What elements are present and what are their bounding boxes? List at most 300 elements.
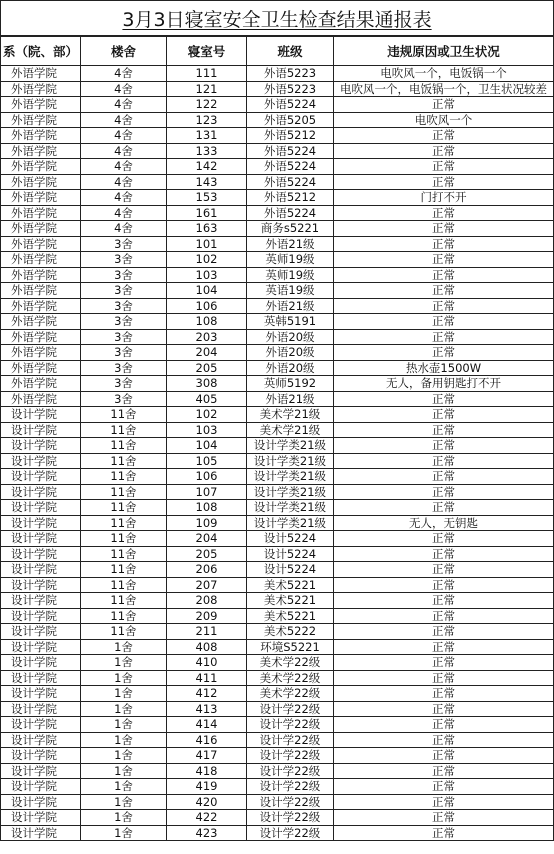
cell-room: 101 (167, 236, 247, 252)
cell-class: 英语19级 (247, 283, 334, 299)
cell-class: 设计学22级 (247, 701, 334, 717)
cell-building: 4舍 (81, 66, 167, 82)
table-row (1, 236, 554, 252)
cell-building: 11舍 (81, 562, 167, 578)
cell-department: 外语学院 (1, 174, 81, 190)
cell-status: 正常 (334, 469, 554, 485)
cell-building: 3舍 (81, 329, 167, 345)
cell-class: 外语20级 (247, 345, 334, 361)
cell-department: 设计学院 (1, 438, 81, 454)
cell-room: 107 (167, 484, 247, 500)
cell-building: 4舍 (81, 143, 167, 159)
cell-room: 211 (167, 624, 247, 640)
cell-status: 正常 (334, 453, 554, 469)
cell-building: 4舍 (81, 205, 167, 221)
cell-class: 美术学22级 (247, 655, 334, 671)
cell-department: 设计学院 (1, 453, 81, 469)
table-row (1, 407, 554, 423)
cell-room: 405 (167, 391, 247, 407)
cell-status: 门打不开 (334, 190, 554, 206)
cell-department: 外语学院 (1, 267, 81, 283)
table-row (1, 546, 554, 562)
cell-room: 408 (167, 639, 247, 655)
cell-department: 外语学院 (1, 81, 81, 97)
table-row (1, 639, 554, 655)
cell-room: 103 (167, 422, 247, 438)
table-row (1, 81, 554, 97)
cell-class: 外语5205 (247, 112, 334, 128)
cell-status: 正常 (334, 329, 554, 345)
cell-class: 外语5224 (247, 205, 334, 221)
cell-room: 142 (167, 159, 247, 175)
table-row (1, 205, 554, 221)
cell-class: 美术学22级 (247, 686, 334, 702)
cell-room: 204 (167, 345, 247, 361)
cell-status: 正常 (334, 810, 554, 826)
cell-status: 正常 (334, 128, 554, 144)
cell-class: 外语21级 (247, 236, 334, 252)
cell-department: 外语学院 (1, 159, 81, 175)
cell-status: 正常 (334, 407, 554, 423)
cell-status: 正常 (334, 205, 554, 221)
cell-status: 正常 (334, 670, 554, 686)
cell-building: 1舍 (81, 670, 167, 686)
cell-class: 设计学22级 (247, 825, 334, 841)
cell-building: 1舍 (81, 655, 167, 671)
table-row (1, 438, 554, 454)
cell-building: 11舍 (81, 546, 167, 562)
cell-building: 4舍 (81, 190, 167, 206)
cell-class: 外语20级 (247, 329, 334, 345)
cell-status: 电吹风一个 (334, 112, 554, 128)
cell-class: 外语5224 (247, 159, 334, 175)
cell-building: 1舍 (81, 748, 167, 764)
cell-room: 411 (167, 670, 247, 686)
cell-class: 外语21级 (247, 298, 334, 314)
cell-building: 3舍 (81, 283, 167, 299)
cell-building: 11舍 (81, 438, 167, 454)
cell-department: 设计学院 (1, 763, 81, 779)
table-row (1, 345, 554, 361)
cell-class: 外语20级 (247, 360, 334, 376)
cell-status: 正常 (334, 314, 554, 330)
cell-building: 1舍 (81, 686, 167, 702)
cell-class: 英师5192 (247, 376, 334, 392)
table-row (1, 624, 554, 640)
table-body (1, 66, 554, 841)
cell-department: 设计学院 (1, 670, 81, 686)
table-row (1, 717, 554, 733)
cell-status: 正常 (334, 562, 554, 578)
cell-class: 设计5224 (247, 546, 334, 562)
cell-room: 161 (167, 205, 247, 221)
cell-department: 设计学院 (1, 546, 81, 562)
cell-status: 正常 (334, 639, 554, 655)
cell-building: 3舍 (81, 314, 167, 330)
cell-class: 英师19级 (247, 267, 334, 283)
table-row (1, 143, 554, 159)
cell-class: 设计学22级 (247, 779, 334, 795)
cell-status: 电吹风一个，电饭锅一个 (334, 66, 554, 82)
cell-building: 1舍 (81, 717, 167, 733)
table-row (1, 66, 554, 82)
cell-building: 4舍 (81, 221, 167, 237)
cell-class: 美术5222 (247, 624, 334, 640)
cell-room: 121 (167, 81, 247, 97)
page-title-cell (1, 1, 554, 37)
cell-room: 109 (167, 515, 247, 531)
cell-status: 正常 (334, 438, 554, 454)
cell-room: 123 (167, 112, 247, 128)
table-row (1, 298, 554, 314)
cell-room: 102 (167, 407, 247, 423)
table-row (1, 515, 554, 531)
cell-class: 设计5224 (247, 531, 334, 547)
cell-building: 3舍 (81, 391, 167, 407)
cell-room: 208 (167, 593, 247, 609)
cell-building: 4舍 (81, 128, 167, 144)
table-row (1, 267, 554, 283)
cell-status: 正常 (334, 221, 554, 237)
cell-department: 外语学院 (1, 345, 81, 361)
cell-building: 4舍 (81, 174, 167, 190)
table-row (1, 825, 554, 841)
cell-department: 设计学院 (1, 500, 81, 516)
cell-department: 设计学院 (1, 655, 81, 671)
cell-building: 3舍 (81, 252, 167, 268)
cell-department: 外语学院 (1, 190, 81, 206)
cell-room: 103 (167, 267, 247, 283)
table-row (1, 453, 554, 469)
cell-room: 206 (167, 562, 247, 578)
table-row (1, 701, 554, 717)
cell-building: 11舍 (81, 422, 167, 438)
cell-department: 外语学院 (1, 128, 81, 144)
cell-status: 正常 (334, 97, 554, 113)
cell-status: 正常 (334, 298, 554, 314)
cell-status: 正常 (334, 763, 554, 779)
cell-building: 11舍 (81, 453, 167, 469)
cell-class: 设计学类21级 (247, 469, 334, 485)
cell-class: 设计学22级 (247, 732, 334, 748)
cell-class: 设计学类21级 (247, 484, 334, 500)
cell-department: 设计学院 (1, 624, 81, 640)
cell-status: 正常 (334, 655, 554, 671)
cell-room: 106 (167, 298, 247, 314)
cell-department: 外语学院 (1, 314, 81, 330)
cell-room: 105 (167, 453, 247, 469)
cell-class: 外语5224 (247, 174, 334, 190)
cell-status: 正常 (334, 422, 554, 438)
cell-building: 1舍 (81, 825, 167, 841)
cell-class: 外语5223 (247, 81, 334, 97)
cell-department: 设计学院 (1, 810, 81, 826)
cell-building: 11舍 (81, 608, 167, 624)
header-room: 寝室号 (167, 36, 247, 66)
page-title: 3月3日寝室安全卫生检查结果通报表 (122, 8, 432, 31)
cell-building: 11舍 (81, 484, 167, 500)
cell-status: 正常 (334, 779, 554, 795)
table-row (1, 469, 554, 485)
header-class: 班级 (247, 36, 334, 66)
cell-building: 3舍 (81, 360, 167, 376)
cell-building: 11舍 (81, 500, 167, 516)
cell-status: 正常 (334, 484, 554, 500)
table-row (1, 732, 554, 748)
cell-room: 419 (167, 779, 247, 795)
table-row (1, 422, 554, 438)
cell-department: 设计学院 (1, 577, 81, 593)
cell-department: 外语学院 (1, 66, 81, 82)
cell-department: 设计学院 (1, 701, 81, 717)
cell-status: 正常 (334, 159, 554, 175)
cell-building: 11舍 (81, 593, 167, 609)
cell-department: 设计学院 (1, 686, 81, 702)
cell-status: 正常 (334, 732, 554, 748)
cell-class: 美术5221 (247, 593, 334, 609)
cell-status: 正常 (334, 174, 554, 190)
cell-department: 外语学院 (1, 329, 81, 345)
cell-room: 104 (167, 438, 247, 454)
cell-department: 设计学院 (1, 469, 81, 485)
table-row (1, 748, 554, 764)
cell-building: 3舍 (81, 376, 167, 392)
cell-status: 正常 (334, 593, 554, 609)
table-row (1, 562, 554, 578)
cell-status: 正常 (334, 252, 554, 268)
cell-status: 正常 (334, 686, 554, 702)
cell-room: 413 (167, 701, 247, 717)
cell-department: 设计学院 (1, 825, 81, 841)
cell-building: 11舍 (81, 577, 167, 593)
header-row (1, 36, 554, 66)
cell-department: 设计学院 (1, 717, 81, 733)
cell-status: 正常 (334, 143, 554, 159)
cell-class: 设计学22级 (247, 717, 334, 733)
cell-class: 美术学21级 (247, 422, 334, 438)
cell-department: 设计学院 (1, 562, 81, 578)
cell-building: 1舍 (81, 732, 167, 748)
table-row (1, 221, 554, 237)
cell-room: 417 (167, 748, 247, 764)
cell-building: 11舍 (81, 515, 167, 531)
cell-building: 1舍 (81, 794, 167, 810)
cell-department: 设计学院 (1, 515, 81, 531)
cell-status: 正常 (334, 267, 554, 283)
table-row (1, 655, 554, 671)
cell-room: 416 (167, 732, 247, 748)
table-row (1, 190, 554, 206)
cell-department: 设计学院 (1, 407, 81, 423)
cell-department: 外语学院 (1, 360, 81, 376)
cell-room: 412 (167, 686, 247, 702)
cell-class: 设计学22级 (247, 748, 334, 764)
table-row (1, 112, 554, 128)
table-row (1, 779, 554, 795)
table-row (1, 763, 554, 779)
table-row (1, 391, 554, 407)
cell-department: 设计学院 (1, 779, 81, 795)
cell-building: 4舍 (81, 97, 167, 113)
table-row (1, 794, 554, 810)
cell-class: 设计学22级 (247, 794, 334, 810)
cell-department: 外语学院 (1, 97, 81, 113)
table-row (1, 484, 554, 500)
cell-status: 热水壶1500W (334, 360, 554, 376)
cell-status: 正常 (334, 825, 554, 841)
cell-department: 外语学院 (1, 205, 81, 221)
cell-room: 422 (167, 810, 247, 826)
table-row (1, 314, 554, 330)
cell-class: 美术学22级 (247, 670, 334, 686)
cell-class: 设计学22级 (247, 810, 334, 826)
cell-class: 环境S5221 (247, 639, 334, 655)
cell-department: 设计学院 (1, 531, 81, 547)
cell-building: 3舍 (81, 298, 167, 314)
cell-status: 电吹风一个，电饭锅一个，卫生状况较差 (334, 81, 554, 97)
cell-building: 1舍 (81, 779, 167, 795)
cell-status: 正常 (334, 283, 554, 299)
cell-room: 205 (167, 360, 247, 376)
cell-status: 正常 (334, 500, 554, 516)
cell-department: 外语学院 (1, 252, 81, 268)
cell-status: 正常 (334, 748, 554, 764)
table-row (1, 329, 554, 345)
cell-building: 11舍 (81, 624, 167, 640)
cell-room: 108 (167, 500, 247, 516)
cell-room: 163 (167, 221, 247, 237)
cell-building: 3舍 (81, 267, 167, 283)
cell-department: 外语学院 (1, 376, 81, 392)
cell-room: 209 (167, 608, 247, 624)
cell-status: 正常 (334, 345, 554, 361)
cell-status: 正常 (334, 794, 554, 810)
cell-room: 308 (167, 376, 247, 392)
cell-room: 207 (167, 577, 247, 593)
cell-department: 设计学院 (1, 794, 81, 810)
cell-room: 104 (167, 283, 247, 299)
cell-department: 设计学院 (1, 593, 81, 609)
cell-building: 1舍 (81, 810, 167, 826)
table-row (1, 531, 554, 547)
cell-class: 美术5221 (247, 608, 334, 624)
cell-room: 153 (167, 190, 247, 206)
header-department: 系（院、部） (1, 36, 81, 66)
cell-room: 423 (167, 825, 247, 841)
cell-room: 204 (167, 531, 247, 547)
cell-class: 外语5224 (247, 97, 334, 113)
table-row (1, 593, 554, 609)
table-row (1, 376, 554, 392)
cell-building: 11舍 (81, 469, 167, 485)
cell-department: 外语学院 (1, 298, 81, 314)
cell-status: 正常 (334, 717, 554, 733)
cell-department: 设计学院 (1, 608, 81, 624)
cell-room: 418 (167, 763, 247, 779)
cell-status: 正常 (334, 577, 554, 593)
cell-class: 英师19级 (247, 252, 334, 268)
cell-class: 设计学类21级 (247, 515, 334, 531)
cell-class: 商务s5221 (247, 221, 334, 237)
cell-building: 11舍 (81, 531, 167, 547)
cell-class: 外语5212 (247, 190, 334, 206)
table-row (1, 686, 554, 702)
cell-department: 设计学院 (1, 422, 81, 438)
cell-room: 102 (167, 252, 247, 268)
cell-department: 外语学院 (1, 221, 81, 237)
cell-building: 4舍 (81, 112, 167, 128)
cell-room: 122 (167, 97, 247, 113)
table-row (1, 128, 554, 144)
cell-class: 外语5223 (247, 66, 334, 82)
cell-building: 4舍 (81, 81, 167, 97)
cell-status: 正常 (334, 546, 554, 562)
cell-class: 设计学类21级 (247, 438, 334, 454)
cell-department: 外语学院 (1, 112, 81, 128)
cell-class: 外语5212 (247, 128, 334, 144)
cell-room: 203 (167, 329, 247, 345)
table-row (1, 283, 554, 299)
cell-class: 设计学22级 (247, 763, 334, 779)
cell-department: 设计学院 (1, 484, 81, 500)
cell-status: 正常 (334, 701, 554, 717)
cell-room: 143 (167, 174, 247, 190)
cell-class: 设计学类21级 (247, 500, 334, 516)
cell-class: 设计学类21级 (247, 453, 334, 469)
header-building: 楼舍 (81, 36, 167, 66)
cell-department: 外语学院 (1, 391, 81, 407)
title-row (1, 1, 554, 37)
cell-building: 1舍 (81, 763, 167, 779)
cell-class: 设计5224 (247, 562, 334, 578)
cell-department: 外语学院 (1, 236, 81, 252)
cell-status: 正常 (334, 608, 554, 624)
cell-department: 设计学院 (1, 639, 81, 655)
cell-status: 无人，无钥匙 (334, 515, 554, 531)
cell-class: 外语5224 (247, 143, 334, 159)
cell-building: 4舍 (81, 159, 167, 175)
cell-building: 3舍 (81, 236, 167, 252)
cell-room: 420 (167, 794, 247, 810)
table-row (1, 500, 554, 516)
cell-class: 美术5221 (247, 577, 334, 593)
table-row (1, 174, 554, 190)
table-row (1, 670, 554, 686)
cell-class: 外语21级 (247, 391, 334, 407)
cell-status: 正常 (334, 391, 554, 407)
cell-room: 111 (167, 66, 247, 82)
cell-department: 外语学院 (1, 143, 81, 159)
cell-status: 正常 (334, 236, 554, 252)
cell-status: 无人，备用钥匙打不开 (334, 376, 554, 392)
cell-room: 410 (167, 655, 247, 671)
cell-department: 设计学院 (1, 748, 81, 764)
cell-building: 11舍 (81, 407, 167, 423)
table-row (1, 360, 554, 376)
cell-class: 美术学21级 (247, 407, 334, 423)
header-status: 违规原因或卫生状况 (334, 36, 554, 66)
cell-room: 414 (167, 717, 247, 733)
cell-department: 外语学院 (1, 283, 81, 299)
table-row (1, 97, 554, 113)
table-row (1, 252, 554, 268)
table-row (1, 159, 554, 175)
table-row (1, 810, 554, 826)
cell-room: 106 (167, 469, 247, 485)
cell-building: 1舍 (81, 701, 167, 717)
cell-status: 正常 (334, 624, 554, 640)
cell-room: 133 (167, 143, 247, 159)
